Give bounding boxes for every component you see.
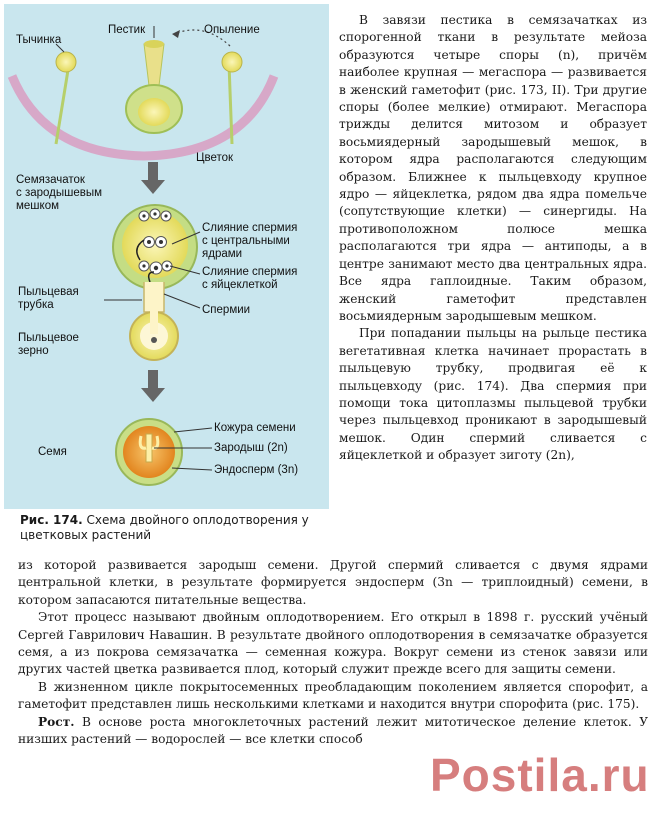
caption-text: Схема двойного оплодотворения у цветковых растений (20, 513, 309, 542)
paragraph-5-text: В основе роста многоклеточных растений лежит митотическое деление клеток. У низших растений — водорослей — все клетки способ (18, 714, 649, 747)
paragraph-2-continued: из которой развивается зародыш семени. Другой спермий сливается с двумя ядрами центральной клетки, в результате формируется эндосперм (3n — триплоидный) семени, в котором запасаются питательные вещества. (18, 558, 648, 607)
arrow-down-2 (141, 370, 165, 402)
body-text (18, 557, 648, 748)
paragraph-5 (18, 714, 648, 749)
caption-number: Рис. 174. (20, 513, 83, 527)
label-stamen: Тычинка (16, 34, 62, 46)
seed (116, 419, 182, 485)
label-flower: Цветок (196, 152, 234, 164)
figure-caption (20, 513, 330, 543)
label-pollen-tube: Пыльцевая трубка (18, 286, 79, 311)
label-fusion-egg: Слияние спермия с яйцеклеткой (202, 266, 298, 291)
watermark: Postila.ru (430, 749, 650, 801)
label-pollen-grain: Пыльцевое зерно (18, 332, 79, 357)
paragraph-4: В жизненном цикле покрытосеменных преобладающим поколением является спорофит, а гаметофит представлен лишь несколькими клетками и находится внутри спорофита (рис. 175). (18, 679, 648, 712)
arrow-down-1 (141, 162, 165, 194)
label-fusion-central: Слияние спермия с центральными ядрами (202, 222, 298, 260)
label-seed: Семя (38, 446, 67, 458)
label-pistil: Пестик (108, 24, 146, 36)
ovule (113, 205, 197, 289)
label-embryo: Зародыш (2n) (214, 442, 288, 454)
label-endosperm: Эндосперм (3n) (214, 464, 299, 476)
label-ovule: Семязачаток с зародышевым мешком (16, 174, 103, 212)
right-column (339, 12, 647, 465)
stamen-left (56, 52, 76, 144)
paragraph-2: При попадании пыльцы на рыльце пестика вегетативная клетка начинает прорастать в пыльцевую трубку, продвигая её к пыльцевходу (рис. 174). Два спермия при помощи тока цитоплазмы пыльцевой трубки через пыльцевход проникают в зародышевый мешок. Один спермий сливается с яйцеклеткой и образует зиготу (2n), (339, 326, 647, 463)
pollen-tube (130, 282, 178, 360)
paragraph-1: В завязи пестика в семязачатках из спорогенной ткани в результате мейоза образуются четыре споры (n), причём наиболее крупная — мегаспора — развивается в женский гаметофит (рис. 173, II). Три другие споры (более мелкие) отмирают. Мегаспора трижды делится митозом и образует восьмиядерный зародышевый мешок, в котором ядра располагаются следующим образом. Ближнее к пыльцевходу крупное ядро — яйцеклетка, рядом два ядра помельче (сопутствующие клетки) — синергиды. На противоположном полюсе мешка располагаются три ядра — антиподы, а в центре занимают место два центральных ядра. Все ядра гаплоидные. Таким образом, женский гаметофит представлен восьмиядерным зародышевым мешком. (339, 13, 647, 323)
label-pollination: Опыление (204, 24, 260, 36)
paragraph-3: Этот процесс называют двойным оплодотворением. Его открыл в 1898 г. русский учёный Сергей Гаврилович Навашин. В результате двойного оплодотворения в семязачатке образуется семя, а из покрова семязачатка — семенная кожура. Вокруг семени из стенок завязи или других частей цветка развивается плод, который служит прежде всего для защиты семени. (18, 610, 648, 677)
label-sperm: Спермии (202, 304, 251, 316)
label-seed-coat: Кожура семени (214, 422, 296, 434)
figure-174 (4, 4, 329, 509)
section-heading-growth: Рост. (38, 714, 75, 729)
pistil (126, 40, 182, 133)
